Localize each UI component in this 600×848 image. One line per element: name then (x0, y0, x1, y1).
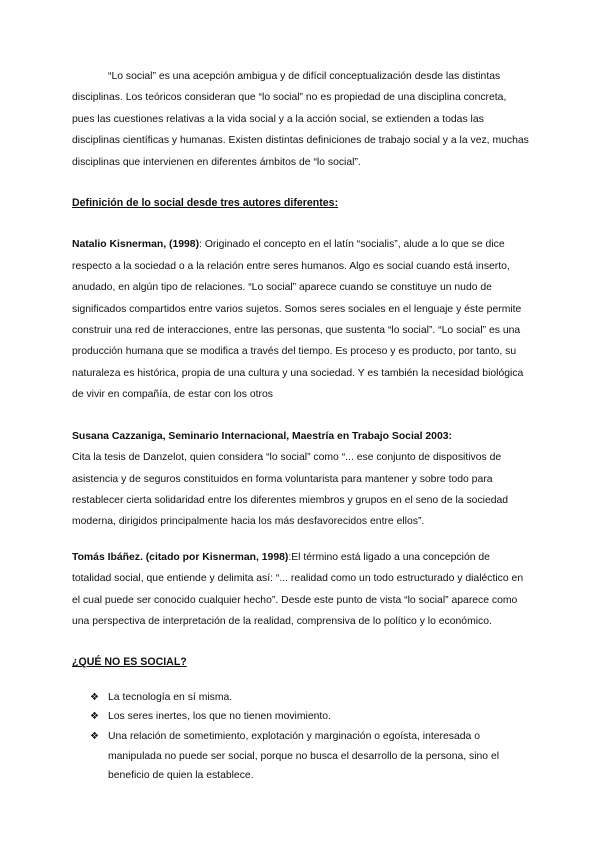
author-text: Originado el concepto en el latín “socialis”, alude a lo que se dice respecto a la sociedad o a la relación entre seres humanos. Algo es social cuando está inserto, anudado, en algún tipo de relaciones. “Lo social” aparece cuando se constituye un nudo de significados compartidos entre varios sujetos. Somos seres sociales en el lenguaje y éste permite construir una red de interacciones, entre las personas, que sustenta “lo social”. “Lo social” es una producción humana que se modifica a través del tiempo. Es proceso y es producto, por tanto, su naturaleza es histórica, propia de una cultura y una sociedad. Y es también la necesidad biológica de vivir en compañía, de estar con los otros (72, 239, 524, 401)
section-title (72, 193, 530, 214)
author-name: Natalio Kisnerman, (1998) (72, 239, 200, 251)
question-title (72, 652, 530, 673)
author-separator: : (288, 551, 292, 563)
diamond-bullet-icon: ❖ (90, 691, 99, 703)
diamond-bullet-icon: ❖ (90, 711, 99, 723)
question-title-text: ¿QUÉ NO ES SOCIAL? (72, 656, 187, 669)
author-name: Susana Cazzaniga, Seminario Internacional, Maestría en Trabajo Social 2003: (72, 430, 452, 442)
not-social-list (90, 688, 530, 786)
section-title-text: Definición de lo social desde tres autores diferentes: (72, 197, 339, 210)
intro-paragraph: “Lo social” es una acepción ambigua y de difícil conceptualización desde las distintas disciplinas. Los teóricos consideran que “lo social” no es propiedad de una disciplina concreta, pues las cuestiones relativas a la vida social y a la acción social, se extienden a todas las disciplinas científicas y humanas. Existen distintas definiciones de trabajo social y a la vez, muchas disciplinas que intervienen en diferentes ámbitos de “lo social”. (72, 71, 529, 168)
list-item-text: Los seres inertes, los que no tienen movimiento. (108, 711, 331, 723)
author-separator: : (199, 239, 202, 251)
list-item-text: Una relación de sometimiento, explotación y marginación o egoísta, interesada o manipulada no puede ser social, porque no busca el desarrollo de la persona, sino el beneficio de quien la establece. (108, 730, 500, 782)
list-item (90, 688, 530, 708)
list-item (90, 707, 530, 727)
author-paragraph-kisnerman (72, 234, 530, 405)
author-paragraph-ibanez (72, 547, 530, 633)
author-heading-cazzaniga (72, 426, 530, 447)
author-name: Tomás Ibáñez. (citado por Kisnerman, 1998) (72, 551, 289, 563)
author-paragraph-cazzaniga: Cita la tesis de Danzelot, quien considera “lo social” como “... ese conjunto de dispositivos de asistencia y de seguros constituidos en forma voluntarista para mantener y sobre todo para restablecer cierta solidaridad entre los diferentes miembros y grupos en el seno de la sociedad moderna, dirigidos principalmente hacia los más desfavorecidos entre ellos”. (72, 452, 509, 528)
diamond-bullet-icon: ❖ (90, 730, 99, 742)
list-item-text: La tecnología en sí misma. (108, 691, 233, 703)
page-content (72, 66, 530, 786)
author-text: El término está ligado a una concepción de totalidad social, que entiende y delimita así: “... realidad como un todo estructurado y dialéctico en el cual puede ser conocido cualquier hecho”. Desde este punto de vista “lo social” aparece como una perspectiva de interpretación de la realidad, comprensiva de lo político y lo económico. (72, 551, 524, 627)
list-item (90, 727, 530, 786)
